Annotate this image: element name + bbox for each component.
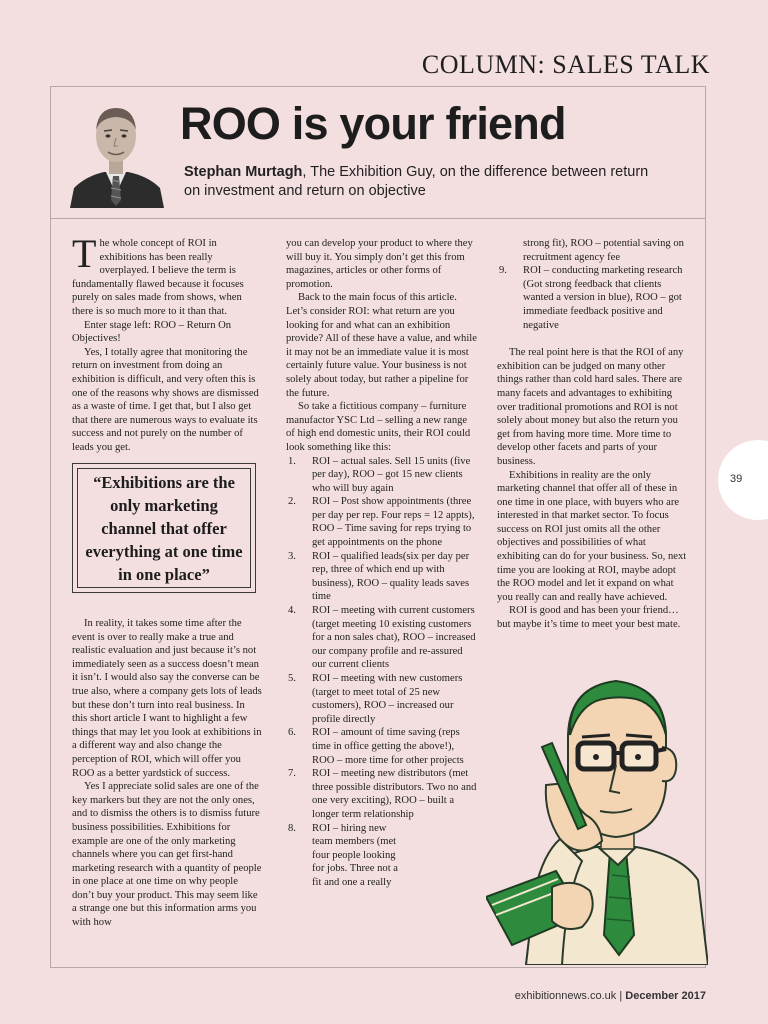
thinking-man-illustration <box>486 665 708 965</box>
pull-quote: “Exhibitions are the only marketing channel that offer everything at one time in one place” <box>77 468 251 588</box>
author-photo <box>66 96 166 208</box>
page-number: 39 <box>730 473 743 485</box>
list-item: 3. ROI – qualified leads(six per day per rep, three of which end up with business), ROO – quality leads saves time <box>288 550 470 603</box>
column-1 <box>72 231 262 455</box>
column-label: COLUMN: SALES TALK <box>421 50 710 79</box>
list-item: 8. ROI – hiring new team members (met four people looking for jobs. Three not a fit and one a really <box>288 822 399 888</box>
footer-separator: | <box>616 990 626 1002</box>
footer-date: December 2017 <box>625 990 706 1002</box>
list-item: 4. ROI – meeting with current customers (target meeting 10 existing customers for a non sales chat), ROO – increased our company profile and re-assured our current clients <box>288 605 476 671</box>
paragraph-11: ROI is good and has been your friend… but maybe it’s time to meet your best mate. <box>497 605 681 631</box>
author-name: Stephan Murtagh <box>184 164 303 180</box>
column-1-lower <box>72 617 262 930</box>
paragraph-9: The real point here is that the ROI of any exhibition can be judged on many other things rather than cold hard sales. There are many facets and advantages to exhibiting over traditional promotions and ROI is not solely about money but also the return you get from having more time. More time to develop other facets and parts of your business. <box>497 347 684 467</box>
column-3 <box>497 237 687 632</box>
paragraph-6: you can develop your product to where they will buy it. You simply don’t get this from magazines, articles or other forms of promotion. <box>286 238 473 290</box>
paragraph-10: Exhibitions in reality are the only marketing channel that offer all of these in one time in one place, with buyers who are interested in that market sector. To focus success on ROI just omits all the other objectives and possibilities of what exhibiting can do for your business. So, next time you are looking at ROI, maybe adopt the ROO model and let it expand on what you really can and really have achieved. <box>497 469 687 603</box>
paragraph-4: In reality, it takes some time after the event is over to really make a true and realistic evaluation and just because it’s not immediately seen as a success doesn’t mean it isn’t. I would also say the converse can be true also, where a company gets lots of leads but these don’t turn into real business. In this short article I want to highlight a few things that may let you look at exhibitions in a different way and also change the perception of ROI, which will offer you ROO as a better yardstick of success. <box>72 618 262 779</box>
paragraph-7: Back to the main focus of this article. Let’s consider ROI: what return are you looking for and what can an exhibition provide? All of these have a value, and while it may not be an immediate value it is most certainly future value. Your business is not solely about today, but rather a pipeline for the future. <box>286 292 477 399</box>
drop-cap: T <box>72 231 97 276</box>
pull-quote-box <box>72 463 256 593</box>
list-item: 7. ROI – meeting new distributors (met three possible distributors. Two no and one very exciting), ROO – built a longer term relationship <box>288 768 477 820</box>
subtitle-text: , The Exhibition Guy, on the difference between return on investment and return on objective <box>184 164 649 199</box>
list-item: 2. ROI – Post show appointments (three per day per rep. Four reps = 12 appts), ROO – Time saving for reps trying to get appointments on the phone <box>288 496 475 549</box>
paragraph-8: So take a fictitious company – furniture manufactor YSC Ltd – selling a new range of high end domestic units, their ROI could look something like this: <box>286 401 471 453</box>
roi-list <box>286 455 478 890</box>
paragraph-2: Enter stage left: ROO – Return On Objectives! <box>72 319 232 345</box>
article-subtitle <box>184 163 654 201</box>
list-item: 1. ROI – actual sales. Sell 15 units (five per day), ROO – got 15 new clients who will buy again <box>288 455 471 494</box>
list-item-8-continued: strong fit), ROO – potential saving on recruitment agency fee <box>523 238 684 263</box>
footer-site: exhibitionnews.co.uk <box>514 990 617 1002</box>
list-item: 6. ROI – amount of time saving (reps time in office getting the above!), ROO – more time for other projects <box>288 727 464 766</box>
roi-list-continued <box>497 264 687 332</box>
list-item: 9. ROI – conducting marketing research (Got strong feedback that clients wanted a version in blue), ROO – got immediate feedback positive and negative <box>499 265 683 331</box>
paragraph-3: Yes, I totally agree that monitoring the return on investment from doing an exhibition is difficult, and very often this is one of the reasons why shows are dismissed as a waste of time. I get that, but I also get that there are numerous ways to evaluate its success and not purely on the number of leads you get. <box>72 346 259 453</box>
column-2 <box>286 237 478 890</box>
article-title: ROO is your friend <box>180 98 566 149</box>
page-tab <box>718 440 768 520</box>
page-footer <box>515 990 706 1002</box>
paragraph-1: The whole concept of ROI in exhibitions has been really overplayed. I believe the term is fundamentally flawed because it focuses purely on sales made from shows, when there is so much more to it than that. <box>72 231 244 317</box>
header-divider <box>50 218 706 219</box>
list-item: 5. ROI – meeting with new customers (target to meet total of 25 new customers), ROO – increased our profile directly <box>288 673 463 725</box>
paragraph-5: Yes I appreciate solid sales are one of the key markers but they are not the only ones, and to dismiss the others is to dismiss future business possibilities. Exhibitions for example are one of the only marketing channels where you can get first-hand marketing research with a quantity of people in one place at one time on why people don’t buy your product. This may seem like a strange one but this information arms you with how <box>72 781 262 929</box>
